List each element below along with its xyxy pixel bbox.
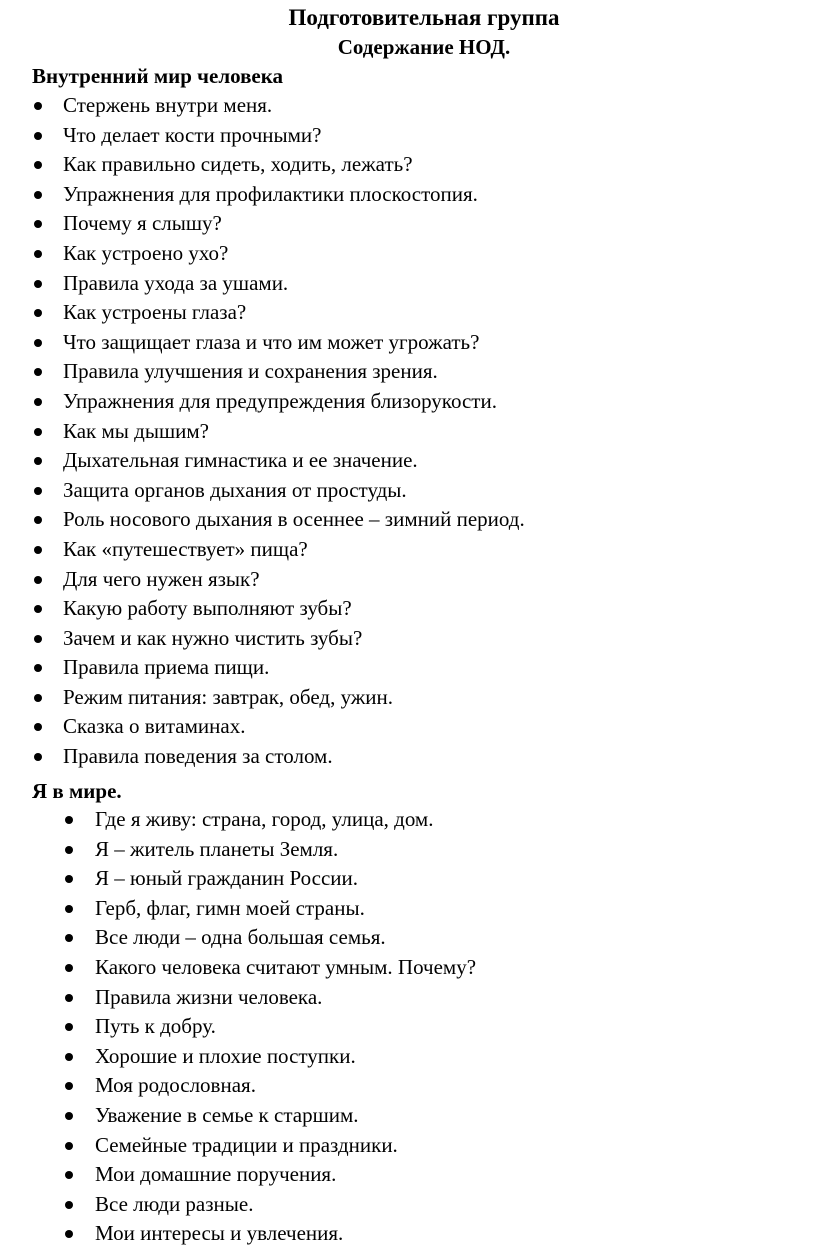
list-item-text: Режим питания: завтрак, обед, ужин.: [63, 684, 394, 709]
list-item-text: Защита органов дыхания от простуды.: [63, 477, 407, 502]
list-item-text: Для чего нужен язык?: [63, 566, 260, 591]
bullet-icon: [34, 250, 42, 258]
bullet-icon: [34, 576, 42, 584]
list-item-text: Почему я слышу?: [63, 211, 222, 236]
bullet-icon: [34, 664, 42, 672]
bullet-icon: [65, 1082, 73, 1090]
bullet-icon: [34, 309, 42, 317]
bullet-icon: [65, 846, 73, 854]
list-item-text: Какого человека считают умным. Почему?: [95, 954, 477, 979]
list-item-text: Упражнения для профилактики плоскостопия.: [63, 181, 478, 206]
list-item-text: Как устроены глаза?: [63, 300, 247, 325]
bullet-icon: [34, 220, 42, 228]
bullet-icon: [65, 1112, 73, 1120]
bullet-icon: [65, 1053, 73, 1061]
bullet-icon: [34, 723, 42, 731]
bullet-icon: [65, 1023, 73, 1031]
list-item-text: Правила жизни человека.: [95, 984, 323, 1009]
bullet-icon: [34, 368, 42, 376]
bullet-icon: [34, 339, 42, 347]
list-item-text: Хорошие и плохие поступки.: [95, 1043, 356, 1068]
bullet-icon: [34, 398, 42, 406]
bullet-icon: [34, 753, 42, 761]
bullet-icon: [65, 1201, 73, 1209]
bullet-icon: [34, 428, 42, 436]
bullet-icon: [34, 457, 42, 465]
list-item-text: Как «путешествует» пища?: [63, 536, 308, 561]
list-item-text: Роль носового дыхания в осеннее – зимний период.: [63, 507, 525, 532]
bullet-icon: [65, 1230, 73, 1238]
bullet-icon: [34, 161, 42, 169]
bullet-icon: [34, 280, 42, 288]
list-item-text: Мои интересы и увлечения.: [95, 1221, 344, 1246]
list-item-text: Все люди – одна большая семья.: [95, 925, 386, 950]
list-item-text: Какую работу выполняют зубы?: [63, 596, 352, 621]
bullet-icon: [65, 1171, 73, 1179]
page-subtitle: Содержание НОД.: [337, 35, 511, 59]
list-item-text: Как устроено ухо?: [63, 240, 229, 265]
list-item-text: Стержень внутри меня.: [63, 93, 273, 117]
list-item-text: Дыхательная гимнастика и ее значение.: [63, 448, 418, 473]
bullet-icon: [65, 934, 73, 942]
list-item-text: Что защищает глаза и что им может угрожать?: [63, 329, 480, 354]
list-item-text: Упражнения для предупреждения близорукости.: [63, 388, 497, 413]
bullet-icon: [34, 102, 42, 110]
list-item-text: Сказка о витаминах.: [63, 714, 246, 739]
list-item-text: Моя родословная.: [95, 1073, 256, 1098]
bullet-icon: [65, 994, 73, 1002]
list-item-text: Путь к добру.: [95, 1014, 216, 1039]
list-item-text: Как мы дышим?: [63, 418, 209, 443]
bullet-icon: [34, 635, 42, 643]
bullet-icon: [65, 964, 73, 972]
list-item-text: Все люди разные.: [95, 1191, 254, 1216]
list-item-text: Мои домашние поручения.: [95, 1162, 337, 1187]
list-item-text: Правила приема пищи.: [63, 655, 270, 680]
list-item-text: Правила улучшения и сохранения зрения.: [63, 359, 438, 384]
section-heading-inner-world: Внутренний мир человека: [32, 64, 284, 88]
bullet-icon: [65, 875, 73, 883]
list-item-text: Правила ухода за ушами.: [63, 270, 289, 295]
page-title: Подготовительная группа: [288, 5, 560, 30]
list-item-text: Как правильно сидеть, ходить, лежать?: [63, 152, 413, 177]
list-item-text: Правила поведения за столом.: [63, 744, 333, 769]
section-heading-me-in-world: Я в мире.: [32, 779, 122, 803]
bullet-icon: [65, 905, 73, 913]
bullet-icon: [34, 191, 42, 199]
list-item-text: Я – юный гражданин России.: [95, 866, 358, 891]
bullet-icon: [34, 487, 42, 495]
list-item-text: Семейные традиции и праздники.: [95, 1132, 398, 1157]
bullet-icon: [65, 816, 73, 824]
list-item-text: Где я живу: страна, город, улица, дом.: [95, 807, 434, 831]
bullet-icon: [34, 516, 42, 524]
bullet-icon: [34, 605, 42, 613]
bullet-icon: [34, 694, 42, 702]
list-item-text: Что делает кости прочными?: [63, 122, 322, 147]
list-item-text: Зачем и как нужно чистить зубы?: [63, 625, 363, 650]
list-item-text: Герб, флаг, гимн моей страны.: [95, 895, 365, 920]
list-item-text: Уважение в семье к старшим.: [95, 1102, 359, 1127]
list-item-text: Я – житель планеты Земля.: [95, 836, 339, 861]
bullet-icon: [65, 1142, 73, 1150]
bullet-icon: [34, 546, 42, 554]
bullet-icon: [34, 132, 42, 140]
